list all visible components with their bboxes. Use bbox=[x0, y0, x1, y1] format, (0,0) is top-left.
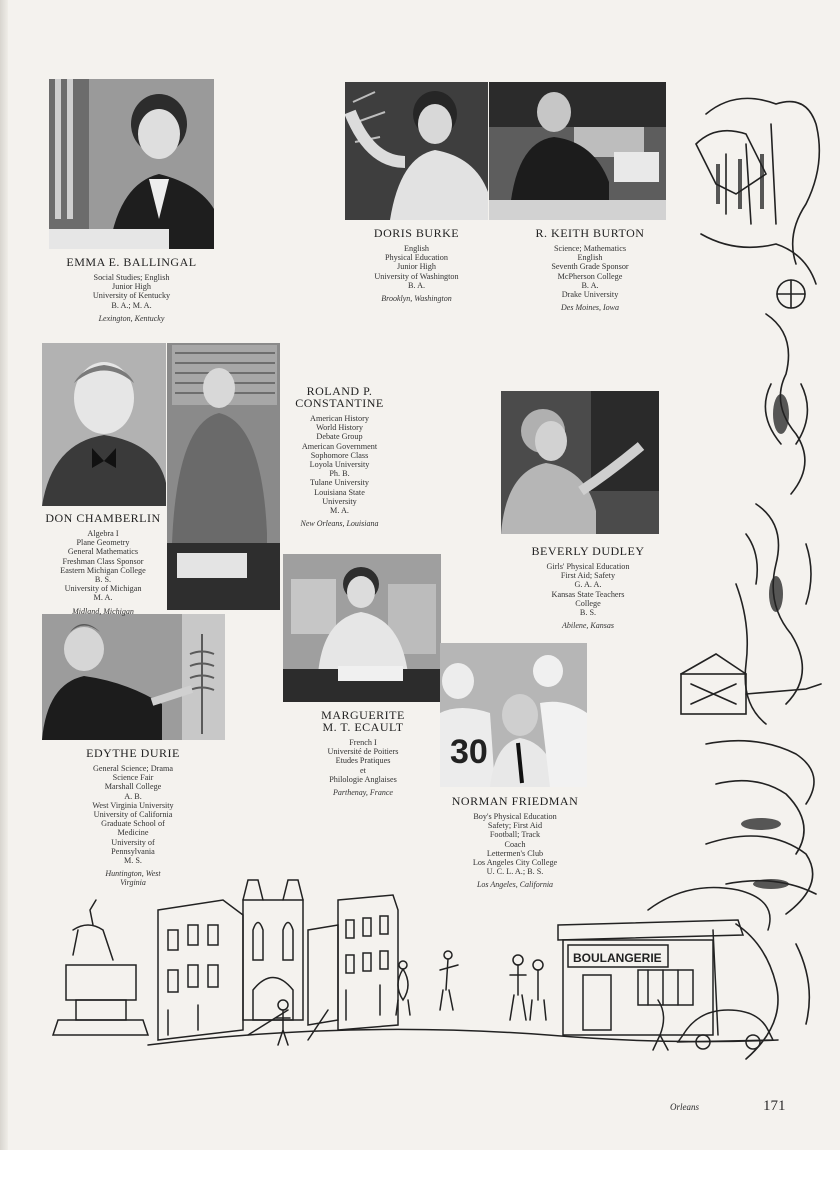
teacher-name: EDYTHE DURIE bbox=[86, 746, 180, 760]
detail-line: Boy's Physical Education bbox=[473, 812, 557, 821]
detail-line: Medicine bbox=[117, 828, 149, 838]
detail-line: Sophomore Class bbox=[310, 450, 369, 460]
detail-line: Pennsylvania bbox=[111, 846, 155, 856]
photo-burton bbox=[489, 82, 666, 220]
detail-line: Football; Track bbox=[489, 830, 541, 840]
shop-sign-text: BOULANGERIE bbox=[573, 951, 662, 965]
detail-line: Plane Geometry bbox=[76, 538, 130, 548]
photo-ecault bbox=[283, 554, 441, 702]
running-footer: Orleans bbox=[670, 1102, 699, 1112]
photo-chamberlin bbox=[42, 343, 166, 506]
detail-line: University of Michigan bbox=[64, 584, 142, 594]
detail-line: Loyola University bbox=[309, 459, 370, 469]
detail-line: University of Kentucky bbox=[92, 291, 171, 301]
detail-line: G. A. A. bbox=[574, 580, 602, 590]
detail-line: World History bbox=[316, 423, 363, 433]
detail-line: General Science; Drama bbox=[92, 764, 173, 773]
detail-line: Lettermen's Club bbox=[486, 848, 544, 858]
hometown: Brooklyn, Washington bbox=[381, 293, 452, 303]
detail-line: University bbox=[322, 496, 357, 506]
detail-line: University of bbox=[111, 837, 155, 847]
detail-line: University of Washington bbox=[374, 271, 459, 281]
detail-line: American History bbox=[310, 414, 369, 423]
bio-chamberlin bbox=[38, 512, 168, 616]
bio-burke bbox=[345, 227, 488, 303]
teacher-name: ROLAND P. CONSTANTINE bbox=[295, 384, 384, 410]
page-binding-edge bbox=[0, 0, 8, 1150]
hometown: Abilene, Kansas bbox=[562, 621, 614, 631]
jersey-number: 30 bbox=[450, 733, 488, 771]
teacher-name: DORIS BURKE bbox=[373, 226, 460, 240]
detail-line: M. S. bbox=[124, 855, 142, 865]
hometown: Lexington, Kentucky bbox=[98, 313, 165, 323]
detail-line: M. A. bbox=[330, 505, 349, 515]
detail-line: B. A. bbox=[407, 280, 426, 290]
detail-line: First Aid; Safety bbox=[560, 571, 616, 581]
detail-line: Algebra I bbox=[87, 529, 119, 538]
detail-line: French I bbox=[349, 738, 377, 747]
detail-line: Graduate School of bbox=[101, 819, 165, 829]
detail-line: McPherson College bbox=[557, 271, 623, 281]
detail-line: Girls' Physical Education bbox=[546, 562, 630, 571]
bio-constantine bbox=[282, 385, 397, 528]
detail-line: Science Fair bbox=[112, 773, 154, 783]
detail-line: Physical Education bbox=[385, 253, 448, 263]
detail-line: Debate Group bbox=[316, 432, 363, 442]
detail-line: Marshall College bbox=[104, 782, 162, 792]
detail-line: A. B. bbox=[124, 791, 142, 801]
detail-line: College bbox=[575, 598, 601, 608]
detail-line: English bbox=[403, 244, 430, 253]
page-number: 171 bbox=[763, 1098, 786, 1114]
detail-line: Coach bbox=[504, 839, 526, 849]
teacher-name: R. KEITH BURTON bbox=[535, 226, 645, 240]
detail-line: Louisiana State bbox=[314, 487, 365, 497]
detail-line: U. C. L. A.; B. S. bbox=[486, 867, 544, 877]
detail-line: Safety; First Aid bbox=[487, 821, 543, 831]
detail-line: B. A. bbox=[581, 280, 599, 290]
detail-line: M. A. bbox=[93, 593, 113, 603]
bio-durie bbox=[68, 747, 198, 887]
detail-line: Freshman Class Sponsor bbox=[62, 556, 144, 566]
photo-friedman bbox=[440, 643, 587, 787]
teacher-name: BEVERLY DUDLEY bbox=[531, 544, 645, 558]
hometown: Midland, Michigan bbox=[72, 606, 134, 616]
detail-line: Eastern Michigan College bbox=[60, 565, 146, 575]
teacher-name: EMMA E. BALLINGAL bbox=[66, 255, 197, 269]
hometown: Des Moines, Iowa bbox=[561, 303, 619, 313]
hometown: Los Angeles, California bbox=[476, 880, 554, 890]
photo-durie bbox=[42, 614, 225, 740]
detail-line: Ph. B. bbox=[329, 469, 350, 479]
detail-line: American Government bbox=[301, 441, 378, 451]
bio-ballingal bbox=[49, 256, 214, 323]
detail-line: Social Studies; English bbox=[93, 273, 170, 282]
teacher-name: DON CHAMBERLIN bbox=[45, 511, 161, 525]
hometown: New Orleans, Louisiana bbox=[300, 519, 379, 529]
detail-line: Los Angeles City College bbox=[472, 857, 558, 867]
scan-bottom-margin bbox=[0, 1150, 840, 1195]
detail-line: B. S. bbox=[579, 607, 597, 617]
detail-line: Etudes Pratiques bbox=[335, 756, 391, 766]
detail-line: Science; Mathematics bbox=[553, 244, 627, 253]
photo-ballingal bbox=[49, 79, 214, 249]
hometown: Huntington, West Virginia bbox=[105, 869, 161, 888]
photo-dudley bbox=[501, 391, 659, 534]
bio-ecault bbox=[293, 709, 433, 797]
detail-line: Tulane University bbox=[309, 478, 370, 488]
detail-line: Philologie Anglaises bbox=[329, 774, 397, 784]
detail-line: General Mathematics bbox=[67, 547, 139, 557]
detail-line: B. S. bbox=[94, 574, 112, 584]
detail-line: Junior High bbox=[397, 262, 436, 272]
detail-line: West Virginia University bbox=[92, 800, 174, 810]
detail-line: et bbox=[360, 765, 366, 775]
teacher-name: MARGUERITE M. T. ECAULT bbox=[321, 708, 405, 734]
photo-burke bbox=[345, 82, 488, 220]
teacher-name: NORMAN FRIEDMAN bbox=[451, 794, 579, 808]
photo-constantine bbox=[167, 343, 280, 610]
detail-line: English bbox=[577, 253, 603, 263]
hometown: Parthenay, France bbox=[333, 787, 393, 797]
bio-burton bbox=[520, 227, 660, 312]
street-scene-illustration bbox=[48, 870, 788, 1060]
bio-dudley bbox=[518, 545, 658, 630]
detail-line: Kansas State Teachers bbox=[551, 589, 625, 599]
detail-line: Drake University bbox=[561, 289, 619, 299]
detail-line: Université de Poitiers bbox=[327, 747, 399, 757]
detail-line: University of California bbox=[93, 809, 173, 819]
detail-line: B. A.; M. A. bbox=[111, 300, 152, 310]
detail-line: Seventh Grade Sponsor bbox=[551, 262, 629, 272]
detail-line: Junior High bbox=[112, 282, 151, 292]
